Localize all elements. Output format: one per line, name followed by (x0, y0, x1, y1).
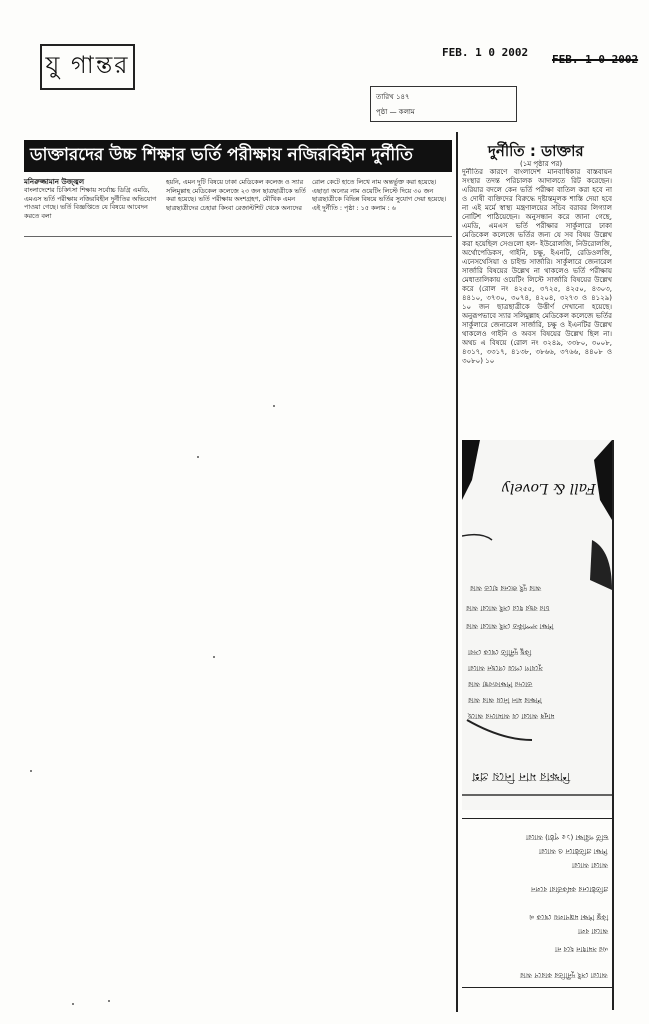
lower-text-line: এর সমাধান হবে না (554, 945, 608, 953)
lower-clipping (462, 818, 612, 988)
clipping-stamp-line2: পৃষ্ঠা — কলাম (376, 108, 415, 116)
advertisement-text-line: চার বছর ধরে সেই আরো আর (466, 604, 550, 612)
scan-speck (197, 456, 199, 458)
continuation-title: দুর্নীতি : ডাক্তার (488, 142, 584, 160)
advertisement-text-line: আর দুই জনের হাতে আর (470, 584, 542, 592)
advertisement-text-line: শিক্ষার মান নিয়ে আর আর (468, 696, 542, 704)
newspaper-masthead: যু গান্তর (40, 44, 135, 90)
article-column-3: রোল কেটে হাতে লিখে নাম অন্তর্ভুক্ত করা হয়েছে। এছাড়া অন্যের নাম ওয়েটিং লিস্টে দিয়ে ৩০ জন ছাত্রছাত্রীকে বিভিন্ন বিষয়ে ভর্তির সুযোগ দেয়া হয়েছে। এই দুর্নীতি : পৃষ্ঠা : ১৫ কলাম : ৬ (312, 178, 447, 212)
advertisement-inscription: Fall & Lovely (502, 480, 596, 496)
advertisement-text-line: তাদের শিক্ষাব্যবস্থা আর (468, 680, 533, 688)
article-column-1: বাংলাদেশের চিকিৎসা শিক্ষায় সর্বোচ্চ ডিগ্রি এমডি, এমএস ভর্তি পরীক্ষায় নজিরবিহীন দুর্নীতির অভিযোগ পাওয়া গেছে। ভর্তি বিজ্ঞপ্তিতে যে বিষয়ে আবেদন করতে বলা (24, 186, 157, 220)
scan-speck (72, 1003, 74, 1005)
advertisement-text-line: শিক্ষার মান নিয়ে প্রশ্ন (472, 770, 571, 784)
advertisement-text-line: মানুষ আরো যে আমাদের আছে (468, 712, 555, 720)
clipping-stamp (370, 86, 517, 122)
article-bottom-rule (24, 236, 452, 237)
advertisement-image (462, 440, 612, 810)
column-divider (456, 132, 458, 1012)
article-column-2: হয়নি, এমন দুটি বিষয়ে ঢাকা মেডিকেল কলেজ ও স্যার সলিমুল্লাহ মেডিকেল কলেজে ২৩ জন ছাত্রছাত্রীকে ভর্তি করা হয়েছে। ভর্তি পরীক্ষায় অংশগ্রহণ, মৌখিক এমন ছাত্রছাত্রীদের চেহারা কিংবা রেজাল্টশিট থেকে অন্যদের (166, 178, 306, 212)
continuation-body: দুর্নীতির কারণে বাংলাদেশ মানবাধিকার বাস্তবায়ন সংস্থার তদন্ত পরিচালক আদালতে রিট করেছেন। এরিয়ার বদলে কেন ভর্তি পরীক্ষা বাতিল করা হবে না ও দোষী ব্যক্তিদের বিরুদ্ধে দৃষ্টান্তমূলক শাস্তি দেয়া হবে না এই মর্মে স্বাস্থ্য মন্ত্রণালয়ের সচিব বরাবর লিগ্যাল নোটিশ পাঠিয়েছেন। অনুসন্ধান করে জানা গেছে, এমডি, এমএস ভর্তি পরীক্ষার সার্কুলারে ঢাকা মেডিকেল কলেজে ভর্তির জন্য যে সব বিষয় উল্লেখ করা হয়েছিল সেগুলো হল- ইউরোলজি, নিউরোলজি, অর্থোপেডিকস, গাইনি, চক্ষু, ইএনটি, রেডিওলজি, এনেসথেসিয়া ও চাইল্ড সার্জারি। সার্কুলারে জেনারেল সার্জারি বিষয়ের উল্লেখ না থাকলেও ভর্তি পরীক্ষায় মেধাতালিকায় ওয়েটিং লিস্টে সার্জারি বিষয়ের উল্লেখ করে (রোল নং ৪২৫৫, ৩৭২৫, ৪২৫০, ৪৩০৩, ৪৪১০, ৩৭৩০, ৩০৭৪, ৪২০৪, ৩২৭৩ ও ৪১২৯) ১০ জন ছাত্রছাত্রীকে উত্তীর্ণ দেখানো হয়েছে। অনুরূপভাবে স্যার সলিমুল্লাহ মেডিকেল কলেজে ভর্তির সার্কুলারে জেনারেল সার্জারি, চক্ষু ও ইএনটির উল্লেখ থাকলেও গাইনি ও অবস বিষয়ের উল্লেখ ছিল না। অথচ এ বিষয়ে (রোল নং ৩২৪৯, ৩৩৮০, ৩০০৮, ৪৩১৭, ৩৩১৭, ৪১৩৮, ৩৮৬৬, ৩৭৬৬, ৪৪০৮ ও ৩০৮০) ১০ (462, 168, 612, 365)
advertisement-text-line: সুযোগ পেয়ে গেছেন আরো (468, 664, 543, 672)
lower-text-line: আরো সেই দুর্নীতির কারণে আর (520, 971, 608, 979)
scan-speck (273, 405, 275, 407)
scan-speck (30, 770, 32, 772)
advertisement-text-line: কিছু দুর্নীতি থেকে সেবা (468, 648, 532, 656)
clipping-stamp-line1: তারিখ ১৪৭ (376, 93, 410, 101)
lower-text-line: কিন্তু শিক্ষা মন্ত্রণালয় থেকে এ (528, 913, 608, 921)
lower-text-line: ভর্তি পরীক্ষা (১৫ পৃষ্ঠা) আরো (525, 833, 608, 841)
right-edge-divider (612, 440, 614, 1010)
lower-text-line: আরো আরো (572, 861, 608, 869)
lower-text-line: প্রতিষ্ঠানের কর্মকর্তারা বলেন (530, 885, 608, 893)
lower-text-line: শিক্ষা প্রতিষ্ঠানে ও আরো (539, 847, 608, 855)
date-stamp-secondary: FEB. 1 0 2002 (552, 53, 639, 66)
scan-speck (213, 656, 215, 658)
scan-speck (108, 1000, 110, 1002)
article-headline: ডাক্তারদের উচ্চ শিক্ষার ভর্তি পরীক্ষায় নজিরবিহীন দুর্নীতি (24, 140, 452, 172)
advertisement-text-line: শিক্ষা সম্পর্কিত সেই আরো আর (466, 622, 554, 630)
continuation-ref: (১ম পৃষ্ঠার পর) (520, 160, 563, 168)
article-byline: মনিরুজ্জামান উজ্জ্বল (24, 178, 85, 186)
date-stamp-primary: FEB. 1 0 2002 (442, 46, 529, 59)
lower-text-line: আরো বলা (577, 927, 608, 935)
